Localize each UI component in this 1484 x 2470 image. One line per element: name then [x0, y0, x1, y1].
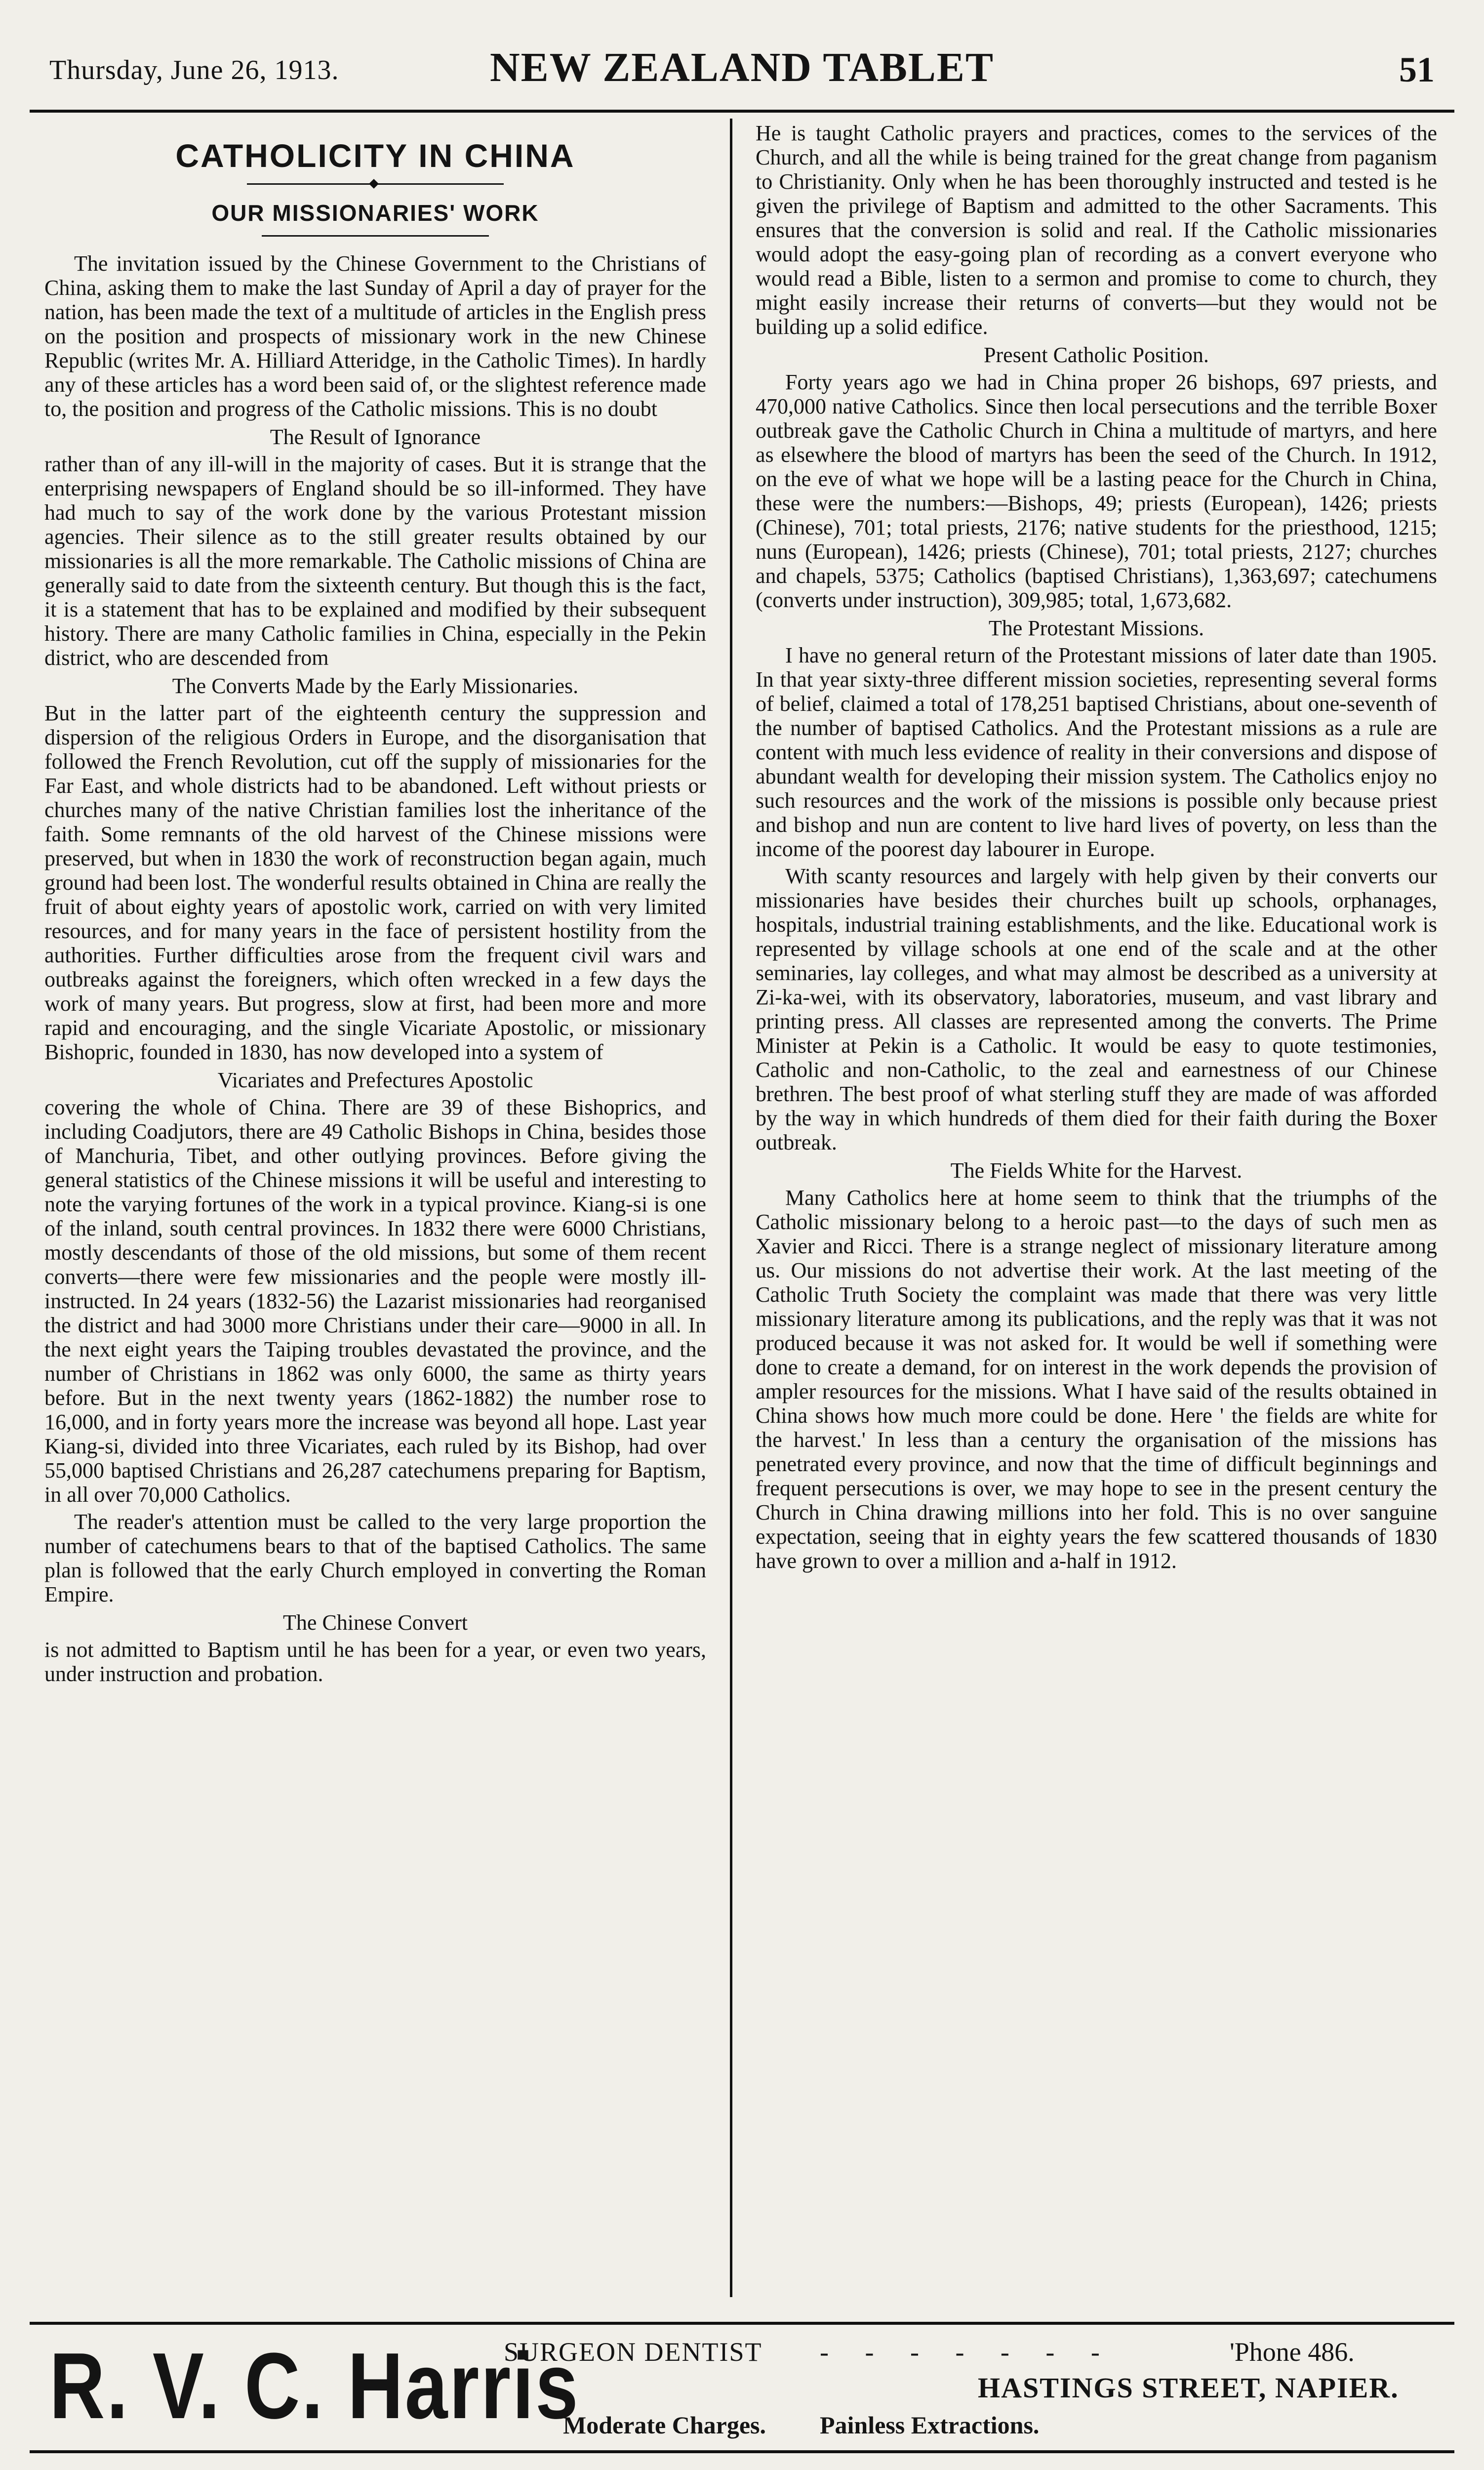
paragraph: rather than of any ill-will in the majority of cases. But it is strange that the enterprising newspapers of England should be so ill-informed. They have had much to say of the work done by the various Protestant mission agencies. Their silence as to the still greater results obtained by our missionaries is all the more remarkable. The Catholic missions of China are generally said to date from the sixteenth century. But though this is the fact, it is a statement that has to be explained and modified by their subsequent history. There are many Catholic families in China, especially in the Pekin district, who are descended from [44, 452, 706, 670]
advert-phone: 'Phone 486. [1230, 2337, 1355, 2367]
advert-rule-top [30, 2322, 1454, 2325]
paragraph: With scanty resources and largely with help given by their converts our missionaries have besides their churches built up schools, orphanages, hospitals, industrial training establishments, and the like. Educational work is represented by village schools at one end of the scale and at the other seminaries, lay colleges, and what may almost be described as a university at Zi-ka-wei, with its observatory, laboratories, museum, and vast library and printing press. All classes are represented among the converts. The Prime Minister at Pekin is a Catholic. It would be easy to quote testimonies, Catholic and non-Catholic, to the zeal and earnestness of our Chinese brethren. The best proof of what sterling stuff they are made of was afforded by the way in which hundreds of them died for their faith during the Boxer outbreak. [756, 864, 1437, 1154]
article-column-right [756, 121, 1437, 2295]
page-number: 51 [1399, 50, 1435, 89]
masthead [30, 35, 1454, 109]
article-subhead: OUR MISSIONARIES' WORK [211, 200, 539, 226]
section-heading: The Chinese Convert [283, 1610, 468, 1635]
section-heading: Vicariates and Prefectures Apostolic [217, 1068, 533, 1092]
paragraph: covering the whole of China. There are 39 of these Bishoprics, and including Coadjutors, there are 49 Catholic Bishops in China, besides those of Manchuria, Tibet, and other outlying provinces. Before giving the general statistics of the Chinese missions it will be useful and interesting to note the varying fortunes of the work in a typical province. Kiang-si is one of the inland, south central provinces. In 1832 there were 6000 Christians, mostly descendants of those of the old missions, but some of them recent converts—there were few missionaries and the people were mostly ill-instructed. In 24 years (1832-56) the Lazarist missionaries had reorganised the district and had 3000 more Christians under their care—9000 in all. In the next eight years the Taiping troubles devastated the province, and the number of Christians in 1862 was only 6000, the same as thirty years before. But in the next twenty years (1862-1882) the number rose to 16,000, and in forty years more the increase was beyond all hope. Last year Kiang-si, divided into three Vicariates, each ruled by its Bishop, had over 55,000 baptised Christians and 26,287 catechumens preparing for Baptism, in all over 70,000 Catholics. [44, 1095, 706, 1507]
paragraph: I have no general return of the Protestant missions of later date than 1905. In that year sixty-three different mission societies, representing several forms of belief, claimed a total of 178,251 baptised Christians, about one-seventh of the number of baptised Catholics. And the Protestant missions as a rule are content with much less evidence of reality in their conversions and dispose of abundant wealth for developing their mission system. The Catholics enjoy no such resources and the work of the missions is possible only because priest and bishop and nun are content to live hard lives of poverty, on less than the income of the poorest day labourer in Europe. [756, 643, 1437, 861]
column-divider [730, 119, 732, 2297]
advertisement [30, 2322, 1454, 2470]
section-heading: The Result of Ignorance [270, 425, 481, 449]
advert-leader: - - - - - - - [820, 2337, 1115, 2367]
advert-title: SURGEON DENTIST [504, 2337, 762, 2367]
subhead-rule [262, 235, 489, 237]
paragraph: He is taught Catholic prayers and practices, comes to the services of the Church, and all the while is being trained for the great change from paganism to Christianity. Only when he has been thoroughly instructed and tested is he given the privilege of Baptism and admitted to the other Sacraments. This ensures that the conversion is solid and real. If the Catholic missionaries would adopt the easy-going plan of recording as a convert everyone who would read a Bible, listen to a sermon and promise to come to church, they might easily increase their returns of converts—but they would not be building up a solid edifice. [756, 121, 1437, 339]
article-column-left [44, 121, 706, 2295]
headline-ornament [247, 180, 504, 187]
issue-date: Thursday, June 26, 1913. [49, 55, 339, 85]
paragraph: But in the latter part of the eighteenth century the suppression and dispersion of the religious Orders in Europe, and the disorganisation that followed the French Revolution, cut off the supply of missionaries for the Far East, and whole districts had to be abandoned. Left without priests or churches many of the native Christian families lost the inheritance of the faith. Some remnants of the old harvest of the Chinese missions were preserved, but when in 1830 the work of reconstruction began again, much ground had been lost. The wonderful results obtained in China are really the fruit of about eighty years of apostolic work, carried on with very limited resources, and for many years in the face of persistent hostility from the authorities. Further difficulties arose from the frequent civil wars and outbreaks against the foreigners, which often wrecked in a few days the work of many years. But progress, slow at first, had been more and more rapid and encouraging, and the single Vicariate Apostolic, or missionary Bishopric, founded in 1830, has now developed into a system of [44, 701, 706, 1064]
publication-title: NEW ZEALAND TABLET [490, 44, 994, 90]
advert-address: HASTINGS STREET, NAPIER. [978, 2372, 1399, 2404]
advert-name: R. V. C. Harris [49, 2334, 580, 2438]
paragraph: Forty years ago we had in China proper 26 bishops, 697 priests, and 470,000 native Catholics. Since then local persecutions and the terrible Boxer outbreak gave the Catholic Church in China a multitude of martyrs, and here as elsewhere the blood of martyrs has been the seed of the Church. In 1912, on the eve of what we hope will be a lasting peace for the Church in China, these were the numbers:—Bishops, 49; priests (European), 1426; priests (Chinese), 701; total priests, 2176; native students for the priesthood, 1215; nuns (European), 1426; priests (Chinese), 701; total priests, 2127; churches and chapels, 5375; Catholics (baptised Christians), 1,363,697; catechumens (converts under instruction), 309,985; total, 1,673,682. [756, 370, 1437, 612]
masthead-rule [30, 110, 1454, 113]
advert-charges: Moderate Charges. [563, 2411, 766, 2439]
section-heading: The Protestant Missions. [988, 616, 1204, 640]
section-heading: The Fields White for the Harvest. [950, 1158, 1243, 1183]
section-heading: Present Catholic Position. [984, 343, 1209, 367]
paragraph: Many Catholics here at home seem to think that the triumphs of the Catholic missionary belong to a heroic past—to the days of such men as Xavier and Ricci. There is a strange neglect of missionary literature among us. Our missions do not advertise their work. At the last meeting of the Catholic Truth Society the complaint was made that there was very little missionary literature among its publications, and the reply was that it was not produced because it was not asked for. It would be well if something were done to create a demand, for on interest in the work depends the provision of ampler resources for the missions. What I have said of the results obtained in China shows how much more could be done. Here ' the fields are white for the harvest.' In less than a century the organisation of the missions has penetrated every province, and now that the time of difficult beginnings and frequent persecutions is over, we may hope to see in the present century the Church in China drawing millions into her fold. This is no over sanguine expectation, seeing that in eighty years the few scattered thousands of 1830 have grown to over a million and a-half in 1912. [756, 1186, 1437, 1573]
advert-painless: Painless Extractions. [820, 2411, 1040, 2439]
paragraph: The invitation issued by the Chinese Government to the Christians of China, asking them to make the last Sunday of April a day of prayer for the nation, has been made the text of a multitude of articles in the English press on the position and prospects of missionary work in the new Chinese Republic (writes Mr. A. Hilliard Atteridge, in the Catholic Times). In hardly any of these articles has a word been said of, or the slightest reference made to, the position and progress of the Catholic missions. This is no doubt [44, 251, 706, 421]
paragraph: is not admitted to Baptism until he has been for a year, or even two years, under instruction and probation. [44, 1638, 706, 1686]
section-heading: The Converts Made by the Early Missionaries. [172, 674, 579, 698]
article-headline: CATHOLICITY IN CHINA [175, 137, 575, 174]
paragraph: The reader's attention must be called to the very large proportion the number of catechumens bears to that of the baptised Catholics. The same plan is followed that the early Church employed in converting the Roman Empire. [44, 1510, 706, 1606]
advert-rule-bottom [30, 2450, 1454, 2453]
